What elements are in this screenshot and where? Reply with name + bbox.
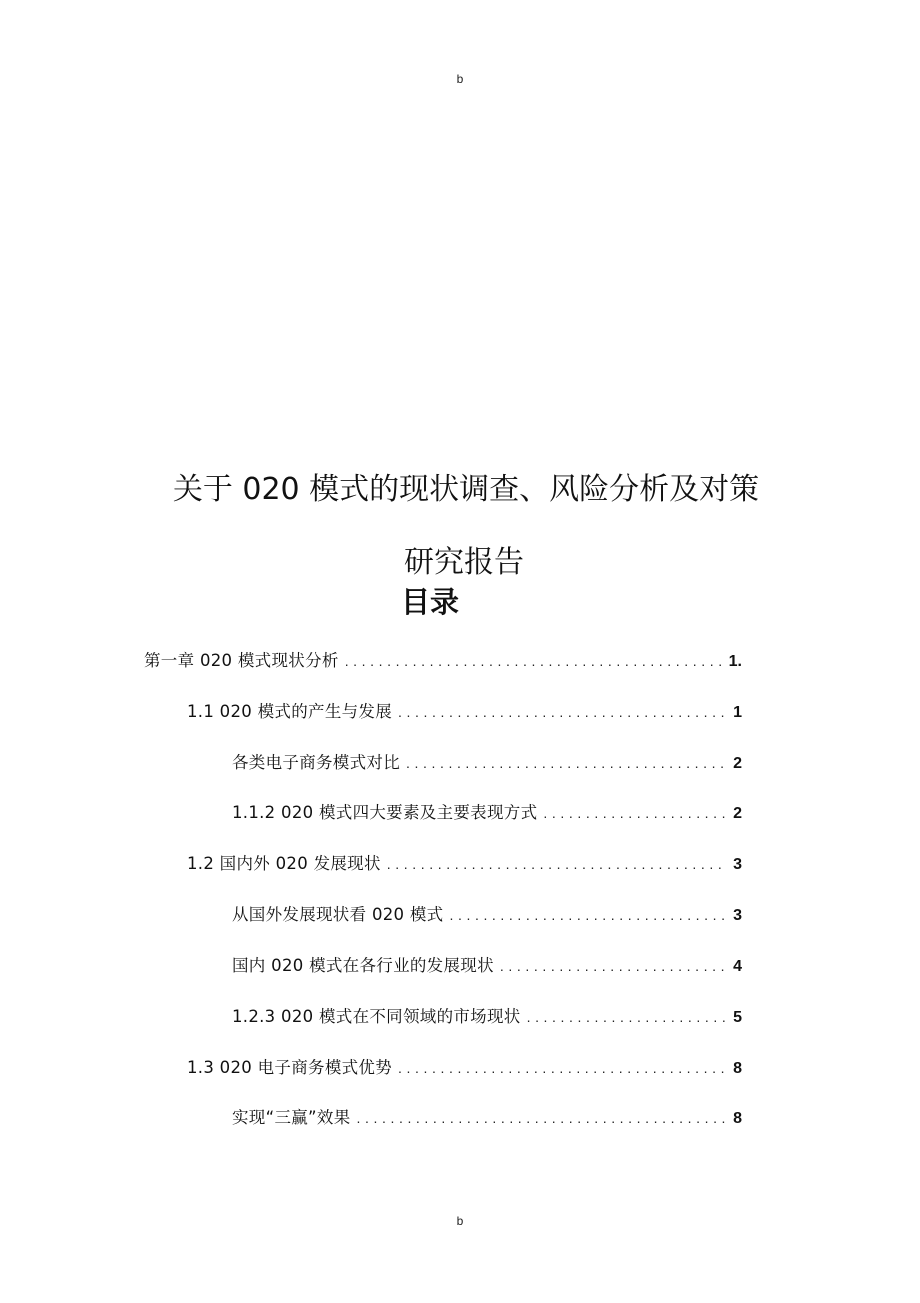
dot-leader	[449, 903, 727, 927]
toc-entry-label: 1.2.3 020 模式在不同领域的市场现状	[232, 1007, 521, 1026]
toc-entry-1-2[interactable]	[187, 852, 742, 876]
toc-entry-label: 1.1 020 模式的产生与发展	[187, 702, 393, 721]
toc-entry-label: 1.1.2 020 模式四大要素及主要表现方式	[232, 803, 538, 822]
page-marker-bottom: b	[456, 1214, 464, 1228]
toc-entry-label: 1.2 国内外 020 发展现状	[187, 854, 381, 873]
toc-entry-1-3[interactable]	[187, 1056, 742, 1080]
dot-leader	[398, 1056, 727, 1080]
toc-entry-page-number: 2	[733, 755, 742, 772]
toc-entry-page-number: 2	[733, 805, 742, 822]
toc-entry-1-1-1[interactable]	[232, 751, 742, 775]
dot-leader	[345, 649, 723, 673]
toc-entry-page-number: 5	[733, 1009, 742, 1026]
dot-leader	[406, 751, 727, 775]
toc-entry-page-number: 3	[733, 856, 742, 873]
toc-entry-page-number: 3	[733, 907, 742, 924]
dot-leader	[527, 1005, 728, 1029]
toc-entry-1-1[interactable]	[187, 700, 742, 724]
document-title-line-1: 关于 020 模式的现状调查、风险分析及对策	[172, 472, 760, 507]
toc-entry-label: 第一章 020 模式现状分析	[144, 651, 339, 670]
toc-entry-1-2-3[interactable]	[232, 1005, 742, 1029]
dot-leader	[398, 700, 727, 724]
toc-entry-1-2-1[interactable]	[232, 903, 742, 927]
toc-entry-label: 实现“三赢”效果	[232, 1108, 351, 1127]
dot-leader	[387, 852, 727, 876]
toc-entry-1-3-1[interactable]	[232, 1106, 742, 1130]
toc-entry-page-number: 8	[733, 1110, 742, 1127]
toc-entry-label: 各类电子商务模式对比	[232, 753, 400, 772]
toc-entry-label: 国内 020 模式在各行业的发展现状	[232, 956, 494, 975]
toc-entry-page-number: 1.	[728, 653, 742, 670]
toc-entry-chapter-1[interactable]	[144, 649, 742, 673]
toc-entry-1-2-2[interactable]	[232, 954, 742, 978]
toc-entry-page-number: 1	[733, 704, 742, 721]
toc-entry-label: 1.3 020 电子商务模式优势	[187, 1058, 393, 1077]
toc-entry-1-1-2[interactable]	[232, 801, 742, 825]
dot-leader	[500, 954, 727, 978]
dot-leader	[357, 1106, 728, 1130]
toc-entry-page-number: 8	[733, 1060, 742, 1077]
dot-leader	[543, 801, 727, 825]
toc-entry-page-number: 4	[733, 958, 742, 975]
toc-heading: 目录	[400, 585, 459, 619]
page-marker-top: b	[456, 72, 464, 86]
document-title-line-2: 研究报告	[404, 545, 524, 580]
toc-entry-label: 从国外发展现状看 020 模式	[232, 905, 444, 924]
